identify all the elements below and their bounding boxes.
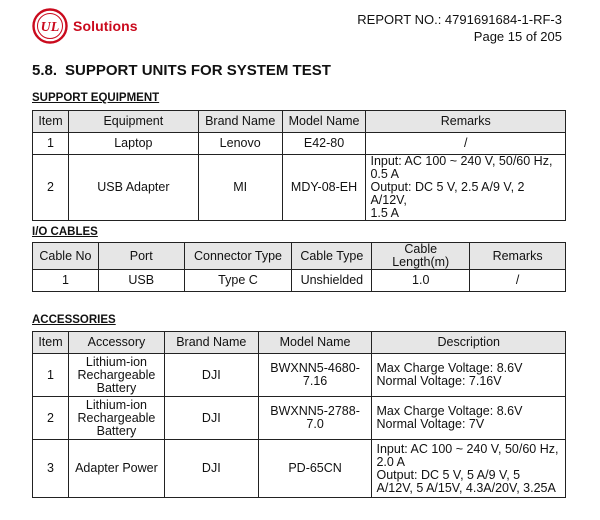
- accessory-cell: [68, 397, 164, 440]
- section-number: 5.8.: [32, 62, 58, 79]
- column-header: Brand Name: [198, 111, 282, 133]
- description-line: 2.0 A: [376, 454, 405, 469]
- description-line: Normal Voltage: 7.16V: [376, 374, 502, 388]
- cable-type-cell: Unshielded: [292, 270, 372, 292]
- column-header: Description: [372, 332, 566, 354]
- table-header-row: [33, 332, 566, 354]
- remarks-cell: /: [470, 270, 566, 292]
- accessory-cell: [68, 354, 164, 397]
- brand-cell: DJI: [164, 440, 258, 498]
- description-line: Max Charge Voltage: 8.6V: [376, 361, 523, 375]
- column-header: Accessory: [68, 332, 164, 354]
- support-equipment-heading: SUPPORT EQUIPMENT: [32, 92, 160, 104]
- column-header: Cable No: [33, 243, 99, 270]
- logo-wordmark: Solutions: [73, 18, 138, 34]
- table-row: [33, 354, 566, 397]
- item-cell: 1: [33, 354, 69, 397]
- item-cell: 1: [33, 133, 69, 155]
- brand-cell: Lenovo: [198, 133, 282, 155]
- model-cell: E42-80: [282, 133, 366, 155]
- page-number: Page 15 of 205: [473, 29, 562, 44]
- column-header: Model Name: [282, 111, 366, 133]
- description-line: Max Charge Voltage: 8.6V: [376, 404, 523, 418]
- column-header: Remarks: [470, 243, 566, 270]
- ul-solutions-logo: [30, 8, 138, 44]
- brand-cell: MI: [198, 155, 282, 221]
- table-row: [33, 270, 566, 292]
- model-cell: PD-65CN: [258, 440, 372, 498]
- io-cables-table: [32, 242, 566, 292]
- model-line: 7.0: [306, 417, 324, 431]
- cable-no-cell: 1: [33, 270, 99, 292]
- table-row: [33, 440, 566, 498]
- accessory-line: Battery: [96, 380, 137, 395]
- equipment-cell: Laptop: [68, 133, 198, 155]
- remarks-line: 1.5 A: [370, 206, 399, 220]
- cable-length-cell: 1.0: [372, 270, 470, 292]
- accessory-cell: Adapter Power: [68, 440, 164, 498]
- description-line: Normal Voltage: 7V: [376, 417, 485, 431]
- model-cell: [258, 354, 372, 397]
- description-cell: [372, 354, 566, 397]
- column-header: Cable Type: [292, 243, 372, 270]
- accessory-line: Battery: [96, 423, 137, 438]
- remarks-cell: /: [366, 133, 566, 155]
- column-header: Item: [33, 332, 69, 354]
- report-number: REPORT NO.: 4791691684-1-RF-3: [357, 12, 562, 27]
- description-line: Input: AC 100 ~ 240 V, 50/60 Hz,: [376, 441, 559, 456]
- support-equipment-table: [32, 110, 566, 221]
- description-cell: [372, 440, 566, 498]
- model-line: BWXNN5-4680-: [270, 361, 360, 375]
- accessory-line: Rechargeable: [77, 367, 156, 382]
- accessories-heading: ACCESSORIES: [32, 314, 116, 326]
- table-header-row: [33, 243, 566, 270]
- description-cell: [372, 397, 566, 440]
- brand-cell: DJI: [164, 354, 258, 397]
- column-header: Connector Type: [184, 243, 292, 270]
- model-cell: MDY-08-EH: [282, 155, 366, 221]
- remarks-line: Input: AC 100 ~ 240 V, 50/60 Hz, 0.5 A: [370, 154, 553, 181]
- io-cables-heading: I/O CABLES: [32, 226, 98, 238]
- accessory-line: Lithium-ion: [85, 397, 148, 412]
- table-row: [33, 155, 566, 221]
- table-row: [33, 397, 566, 440]
- ul-logo-icon: [30, 8, 70, 44]
- connector-type-cell: Type C: [184, 270, 292, 292]
- column-header: Remarks: [366, 111, 566, 133]
- equipment-cell: USB Adapter: [68, 155, 198, 221]
- brand-cell: DJI: [164, 397, 258, 440]
- column-header: Model Name: [258, 332, 372, 354]
- model-line: BWXNN5-2788-: [270, 404, 360, 418]
- table-row: [33, 133, 566, 155]
- item-cell: 3: [33, 440, 69, 498]
- description-line: Output: DC 5 V, 5 A/9 V, 5: [376, 467, 521, 482]
- column-header: Cable Length(m): [372, 243, 470, 270]
- remarks-cell: [366, 155, 566, 221]
- section-heading: SUPPORT UNITS FOR SYSTEM TEST: [65, 62, 331, 79]
- remarks-line: Output: DC 5 V, 2.5 A/9 V, 2 A/12V,: [370, 180, 525, 207]
- logo-mark: UL: [40, 20, 60, 35]
- column-header: Port: [98, 243, 184, 270]
- column-header: Item: [33, 111, 69, 133]
- section-title: [32, 62, 339, 79]
- table-header-row: [33, 111, 566, 133]
- accessory-line: Rechargeable: [77, 410, 156, 425]
- accessory-line: Lithium-ion: [85, 354, 148, 369]
- column-header: Brand Name: [164, 332, 258, 354]
- description-line: A/12V, 5 A/15V, 4.3A/20V, 3.25A: [376, 480, 556, 495]
- port-cell: USB: [98, 270, 184, 292]
- item-cell: 2: [33, 155, 69, 221]
- model-line: 7.16: [302, 374, 328, 388]
- column-header: Equipment: [68, 111, 198, 133]
- item-cell: 2: [33, 397, 69, 440]
- accessories-table: [32, 331, 566, 498]
- model-cell: [258, 397, 372, 440]
